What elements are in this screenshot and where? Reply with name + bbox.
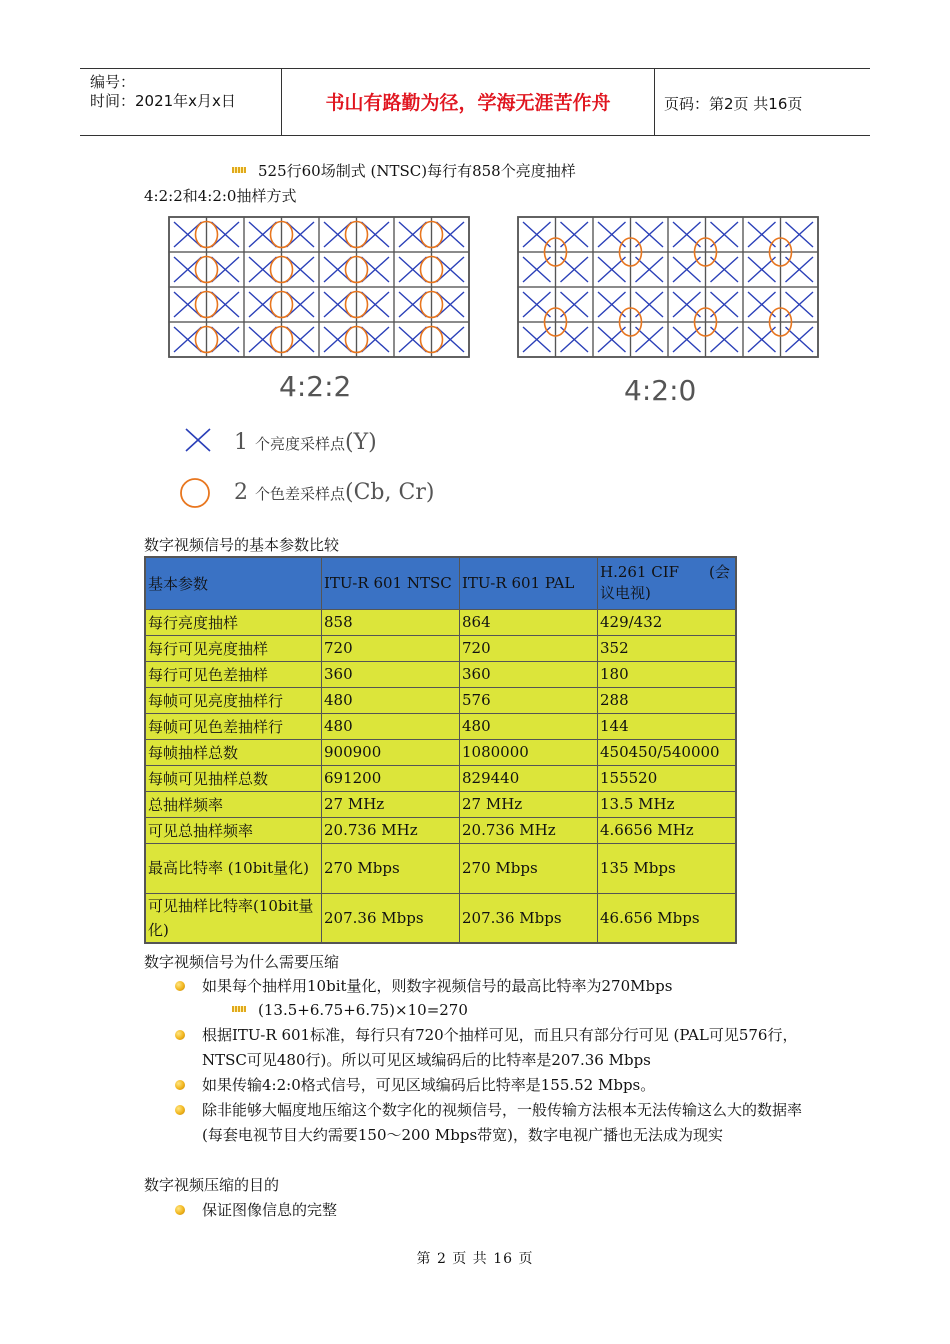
header-divider bbox=[654, 68, 655, 136]
bullet-icon bbox=[175, 1080, 185, 1090]
grid-420 bbox=[518, 217, 818, 357]
legend-chroma-number: 2 bbox=[234, 480, 248, 505]
bullet-icon bbox=[175, 1105, 185, 1115]
table-cell: 207.36 Mbps bbox=[322, 893, 460, 943]
table-cell: 4.6656 MHz bbox=[598, 817, 737, 843]
compression-title: 数字视频信号为什么需要压缩 bbox=[144, 953, 340, 971]
table-cell: 576 bbox=[460, 687, 598, 713]
ntsc-line: 525行60场制式 (NTSC)每行有858个亮度抽样 bbox=[258, 162, 576, 180]
table-cell: 144 bbox=[598, 713, 737, 739]
table-cell: 429/432 bbox=[598, 609, 737, 635]
table-cell: 155520 bbox=[598, 765, 737, 791]
table-cell: 829440 bbox=[460, 765, 598, 791]
legend-luma-symbol: (Y) bbox=[345, 430, 377, 455]
purpose-bullet-1: 保证图像信息的完整 bbox=[202, 1201, 338, 1219]
table-cell: 27 MHz bbox=[460, 791, 598, 817]
caption-420: 4:2:0 bbox=[624, 374, 697, 407]
header-cell: ITU-R 601 PAL bbox=[460, 557, 598, 609]
row-label-cell: 可见总抽样频率 bbox=[145, 817, 322, 843]
header-number-label: 编号： bbox=[90, 73, 136, 91]
table-cell: 691200 bbox=[322, 765, 460, 791]
header-top-rule bbox=[80, 68, 870, 69]
table-row bbox=[145, 687, 736, 713]
table-cell: 270 Mbps bbox=[322, 843, 460, 893]
table-cell: 288 bbox=[598, 687, 737, 713]
legend-luma bbox=[234, 430, 377, 455]
table-cell: 360 bbox=[322, 661, 460, 687]
legend-icons bbox=[180, 424, 220, 514]
table-cell: 1080000 bbox=[460, 739, 598, 765]
row-label-cell: 每帧可见色差抽样行 bbox=[145, 713, 322, 739]
table-cell: 180 bbox=[598, 661, 737, 687]
row-label-cell: 可见抽样比特率(10bit量化) bbox=[145, 893, 322, 943]
table-row bbox=[145, 765, 736, 791]
table-row bbox=[145, 791, 736, 817]
compression-bullet-1: 如果每个抽样用10bit量化，则数字视频信号的最高比特率为270Mbps bbox=[202, 977, 673, 995]
table-cell: 135 Mbps bbox=[598, 843, 737, 893]
table-cell: 480 bbox=[322, 713, 460, 739]
table-row bbox=[145, 713, 736, 739]
header-bottom-rule bbox=[80, 135, 870, 136]
table-cell: 207.36 Mbps bbox=[460, 893, 598, 943]
sampling-diagram bbox=[160, 210, 840, 510]
row-label-cell: 每帧可见抽样总数 bbox=[145, 765, 322, 791]
cross-icon bbox=[186, 429, 210, 451]
page-footer: 第 2 页 共 16 页 bbox=[416, 1251, 534, 1267]
sampling-title: 4:2:2和4:2:0抽样方式 bbox=[144, 187, 297, 205]
table-cell: 27 MHz bbox=[322, 791, 460, 817]
bullet-icon bbox=[175, 1030, 185, 1040]
legend-chroma-text: 个色差采样点 bbox=[255, 485, 346, 503]
compression-bullet-3: 如果传输4:2:0格式信号，可见区域编码后比特率是155.52 Mbps。 bbox=[202, 1076, 656, 1094]
table-cell: 480 bbox=[460, 713, 598, 739]
table-cell: 720 bbox=[460, 635, 598, 661]
table-body bbox=[145, 609, 736, 943]
table-row bbox=[145, 609, 736, 635]
table-header-row bbox=[145, 557, 736, 609]
table-cell: 480 bbox=[322, 687, 460, 713]
legend-luma-text: 个亮度采样点 bbox=[255, 435, 346, 453]
table-cell: 720 bbox=[322, 635, 460, 661]
table-row bbox=[145, 843, 736, 893]
row-label-cell: 每行可见亮度抽样 bbox=[145, 635, 322, 661]
sub-bullet-icon bbox=[232, 167, 246, 173]
table-row bbox=[145, 661, 736, 687]
purpose-title: 数字视频压缩的目的 bbox=[144, 1176, 280, 1194]
compression-bullet-4: 除非能够大幅度地压缩这个数字化的视频信号，一般传输方法根本无法传输这么大的数据率 (每套电视节目大约需要150～200 Mbps带宽)，数字电视广播也无法成为现实 bbox=[202, 1101, 803, 1144]
header-cell: 基本参数 bbox=[145, 557, 322, 609]
compression-bullet-1-sub: (13.5+6.75+6.75)×10=270 bbox=[258, 1001, 468, 1019]
table-cell: 270 Mbps bbox=[460, 843, 598, 893]
sub-bullet-icon bbox=[232, 1006, 246, 1012]
caption-422: 4:2:2 bbox=[279, 370, 352, 403]
table-cell: 360 bbox=[460, 661, 598, 687]
bullet-icon bbox=[175, 981, 185, 991]
row-label-cell: 每帧抽样总数 bbox=[145, 739, 322, 765]
row-label-cell: 每行亮度抽样 bbox=[145, 609, 322, 635]
table-title: 数字视频信号的基本参数比较 bbox=[144, 536, 340, 554]
header-cell: H.261 CIF (会议电视) bbox=[598, 557, 737, 609]
table-row bbox=[145, 893, 736, 943]
parameters-table bbox=[144, 556, 737, 944]
table-row bbox=[145, 635, 736, 661]
circle-icon bbox=[181, 479, 209, 507]
row-label-cell: 总抽样频率 bbox=[145, 791, 322, 817]
table-row bbox=[145, 817, 736, 843]
row-label-cell: 最高比特率 (10bit量化) bbox=[145, 843, 322, 893]
table-cell: 46.656 Mbps bbox=[598, 893, 737, 943]
header-page-label: 页码：第2页 共16页 bbox=[664, 95, 803, 113]
table-cell: 13.5 MHz bbox=[598, 791, 737, 817]
table-cell: 864 bbox=[460, 609, 598, 635]
table-row bbox=[145, 739, 736, 765]
bullet-icon bbox=[175, 1205, 185, 1215]
table-cell: 858 bbox=[322, 609, 460, 635]
table-cell: 20.736 MHz bbox=[460, 817, 598, 843]
grid-422 bbox=[169, 217, 469, 357]
header-time-label: 时间：2021年x月x日 bbox=[90, 92, 236, 110]
legend-chroma bbox=[234, 480, 434, 505]
row-label-cell: 每帧可见亮度抽样行 bbox=[145, 687, 322, 713]
table-cell: 900900 bbox=[322, 739, 460, 765]
header-cell: ITU-R 601 NTSC bbox=[322, 557, 460, 609]
row-label-cell: 每行可见色差抽样 bbox=[145, 661, 322, 687]
compression-bullet-2: 根据ITU-R 601标准，每行只有720个抽样可见，而且只有部分行可见 (PAL可见576行，NTSC可见480行)。所以可见区域编码后的比特率是207.36 Mbps bbox=[202, 1026, 798, 1069]
table-cell: 450450/540000 bbox=[598, 739, 737, 765]
legend-chroma-symbol: (Cb, Cr) bbox=[345, 480, 435, 505]
table-cell: 352 bbox=[598, 635, 737, 661]
legend-luma-number: 1 bbox=[234, 430, 248, 455]
table-cell: 20.736 MHz bbox=[322, 817, 460, 843]
header-motto: 书山有路勤为径，学海无涯苦作舟 bbox=[325, 92, 611, 114]
